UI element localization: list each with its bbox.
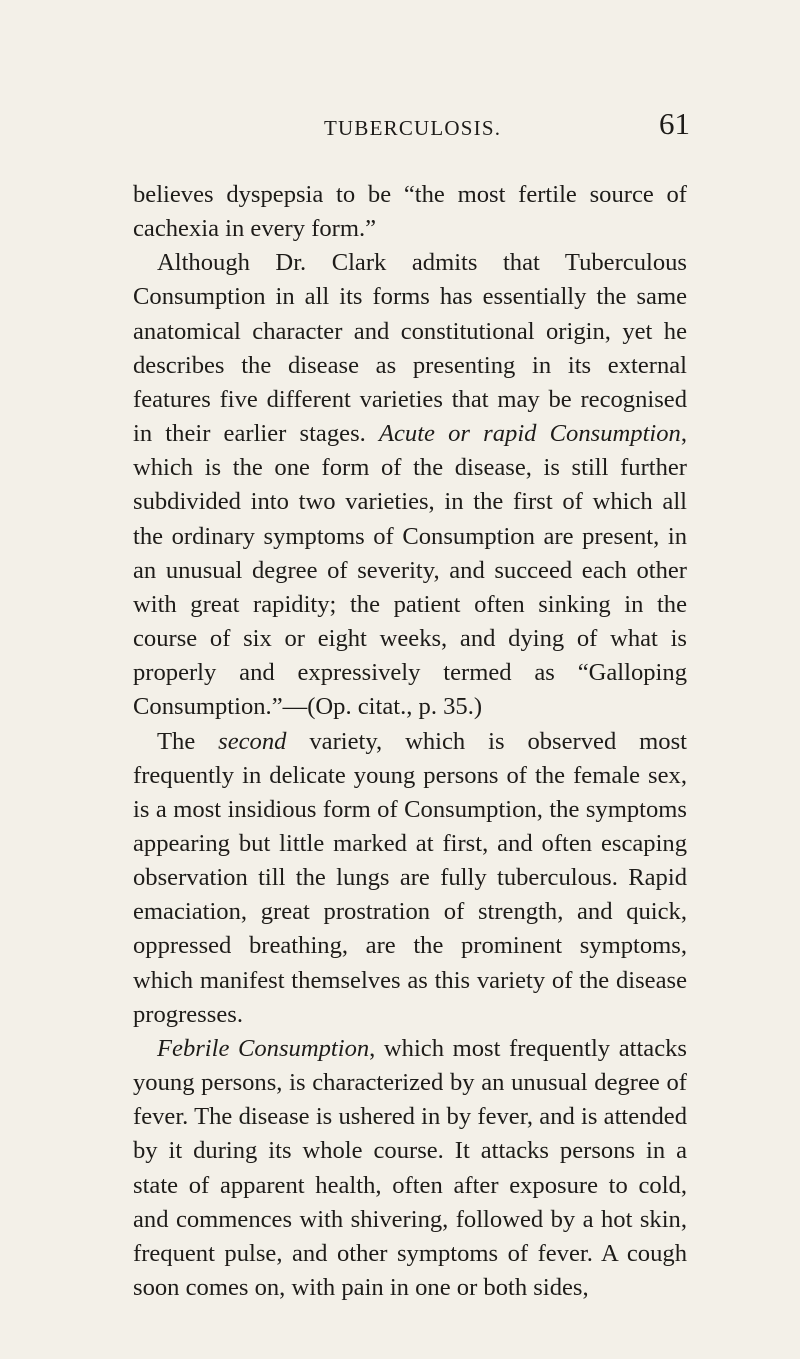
paragraph-4 bbox=[133, 1032, 687, 1305]
febrile-consumption-term: Febrile Consumption bbox=[157, 1034, 370, 1062]
paragraph-3 bbox=[133, 725, 687, 1032]
paragraph-3-text-a: The bbox=[157, 727, 219, 755]
paragraph-3-text-b: variety, which is observed most frequently in delicate young persons of the female sex, is a most insidious form of Consumption, the symptoms appearing but little marked at first, and often escaping observation till the lungs are fully tuberculous. Rapid emaciation, great prostration of strength, and quick, oppressed breathing, are the prominent symptoms, which manifest themselves as this variety of the disease progresses. bbox=[133, 727, 687, 1028]
paragraph-2-text-a: Although Dr. Clark admits that Tuberculous Consumption in all its forms has essentially the same anatomical character and constitutional origin, yet he describes the disease as presenting in its external features five different varieties that may be recognised in their earlier stages. bbox=[133, 249, 687, 448]
acute-consumption-term: Acute or rapid Consumption bbox=[378, 420, 681, 448]
second-variety-term: second bbox=[218, 727, 287, 755]
page-header bbox=[250, 104, 690, 152]
paragraph-2-text-b: , which is the one form of the disease, is still further subdivided into two varieties, in the first of which all the ordinary symptoms of Consumption are present, in an unusual degree of severity, and succeed each other with great rapidity; the patient often sinking in the course of six or eight weeks, and dying of what is properly and expressively termed as “Galloping Consumption.”—(Op. citat., p. 35.) bbox=[133, 420, 687, 721]
paragraph-4-text: , which most frequently attacks young persons, is characterized by an unusual degree of fever. The disease is ushered in by fever, and is attended by it during its whole course. It attacks persons in a state of apparent health, often after exposure to cold, and commences with shivering, followed by a hot skin, frequent pulse, and other symptoms of fever. A cough soon comes on, with pain in one or both sides, bbox=[133, 1034, 687, 1301]
paragraph-2 bbox=[133, 246, 687, 724]
page-number: 61 bbox=[659, 106, 690, 141]
paragraph-1-text: believes dyspepsia to be “the most fertile source of cachexia in every form.” bbox=[133, 181, 687, 243]
paragraph-1 bbox=[133, 178, 687, 246]
body-text bbox=[133, 178, 687, 1305]
running-head: TUBERCULOSIS. bbox=[324, 116, 502, 140]
